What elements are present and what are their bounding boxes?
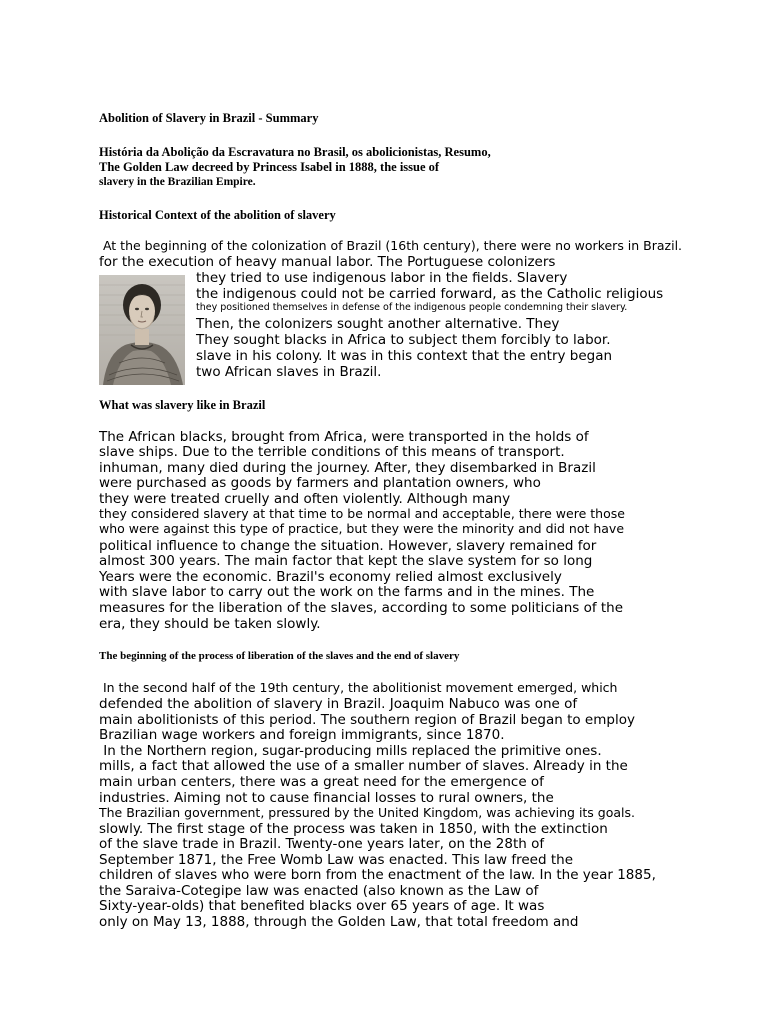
paragraph-line: Sixty-year-olds) that benefited blacks over 65 years of age. It was (99, 898, 545, 914)
paragraph-line: The African blacks, brought from Africa, were transported in the holds of (99, 429, 589, 445)
paragraph-line: with slave labor to carry out the work on the farms and in the mines. The (99, 584, 595, 600)
paragraph-line: they were treated cruelly and often violently. Although many (99, 491, 511, 507)
document-title: Abolition of Slavery in Brazil - Summary (99, 111, 319, 125)
paragraph-line: Then, the colonizers sought another alternative. They (196, 316, 560, 332)
subtitle-line: slavery in the Brazilian Empire. (99, 176, 256, 188)
paragraph-line: they positioned themselves in defense of the indigenous people condemning their slavery. (196, 302, 628, 313)
paragraph-line: were purchased as goods by farmers and plantation owners, who (99, 475, 541, 491)
portrait-image (99, 275, 185, 385)
paragraph-line: At the beginning of the colonization of Brazil (16th century), there were no workers in Brazil. (99, 238, 683, 253)
paragraph-line: almost 300 years. The main factor that kept the slave system for so long (99, 553, 593, 569)
paragraph-line: they tried to use indigenous labor in the fields. Slavery (196, 270, 568, 286)
paragraph-line: defended the abolition of slavery in Brazil. Joaquim Nabuco was one of (99, 696, 578, 712)
paragraph-line: main abolitionists of this period. The southern region of Brazil began to employ (99, 712, 635, 728)
section-heading: The beginning of the process of liberation of the slaves and the end of slavery (99, 650, 460, 662)
paragraph-line: slave in his colony. It was in this context that the entry began (196, 348, 613, 364)
paragraph-line: In the second half of the 19th century, the abolitionist movement emerged, which (99, 680, 618, 695)
subtitle-line: História da Abolição da Escravatura no Brasil, os abolicionistas, Resumo, (99, 145, 491, 159)
paragraph-line: for the execution of heavy manual labor. The Portuguese colonizers (99, 254, 556, 270)
paragraph-line: The Brazilian government, pressured by the United Kingdom, was achieving its goals. (99, 805, 635, 820)
paragraph-line: Years were the economic. Brazil's economy relied almost exclusively (99, 569, 562, 585)
paragraph-line: the Saraiva-Cotegipe law was enacted (also known as the Law of (99, 883, 539, 899)
paragraph-line: industries. Aiming not to cause financial losses to rural owners, the (99, 790, 554, 806)
section-heading: Historical Context of the abolition of slavery (99, 208, 336, 222)
paragraph-line: only on May 13, 1888, through the Golden Law, that total freedom and (99, 914, 579, 930)
paragraph-line: political influence to change the situation. However, slavery remained for (99, 538, 597, 554)
section-heading: What was slavery like in Brazil (99, 398, 266, 412)
paragraph-line: two African slaves in Brazil. (196, 364, 382, 380)
paragraph-line: Brazilian wage workers and foreign immigrants, since 1870. (99, 727, 505, 743)
paragraph-line: measures for the liberation of the slaves, according to some politicians of the (99, 600, 624, 616)
paragraph-line: children of slaves who were born from the enactment of the law. In the year 1885, (99, 867, 656, 883)
paragraph-line: slowly. The first stage of the process was taken in 1850, with the extinction (99, 821, 608, 837)
paragraph-line: the indigenous could not be carried forward, as the Catholic religious (196, 286, 664, 302)
paragraph-line: mills, a fact that allowed the use of a smaller number of slaves. Already in the (99, 758, 628, 774)
paragraph-line: They sought blacks in Africa to subject them forcibly to labor. (196, 332, 611, 348)
paragraph-line: slave ships. Due to the terrible conditions of this means of transport. (99, 444, 565, 460)
paragraph-line: of the slave trade in Brazil. Twenty-one years later, on the 28th of (99, 836, 545, 852)
paragraph-line: September 1871, the Free Womb Law was enacted. This law freed the (99, 852, 574, 868)
paragraph-line: who were against this type of practice, but they were the minority and did not have (99, 521, 625, 536)
paragraph-line: main urban centers, there was a great need for the emergence of (99, 774, 544, 790)
paragraph-line: they considered slavery at that time to be normal and acceptable, there were those (99, 506, 625, 521)
paragraph-line: era, they should be taken slowly. (99, 616, 321, 632)
paragraph-line: In the Northern region, sugar-producing mills replaced the primitive ones. (99, 743, 602, 759)
subtitle-line: The Golden Law decreed by Princess Isabel in 1888, the issue of (99, 160, 440, 174)
paragraph-line: inhuman, many died during the journey. After, they disembarked in Brazil (99, 460, 596, 476)
